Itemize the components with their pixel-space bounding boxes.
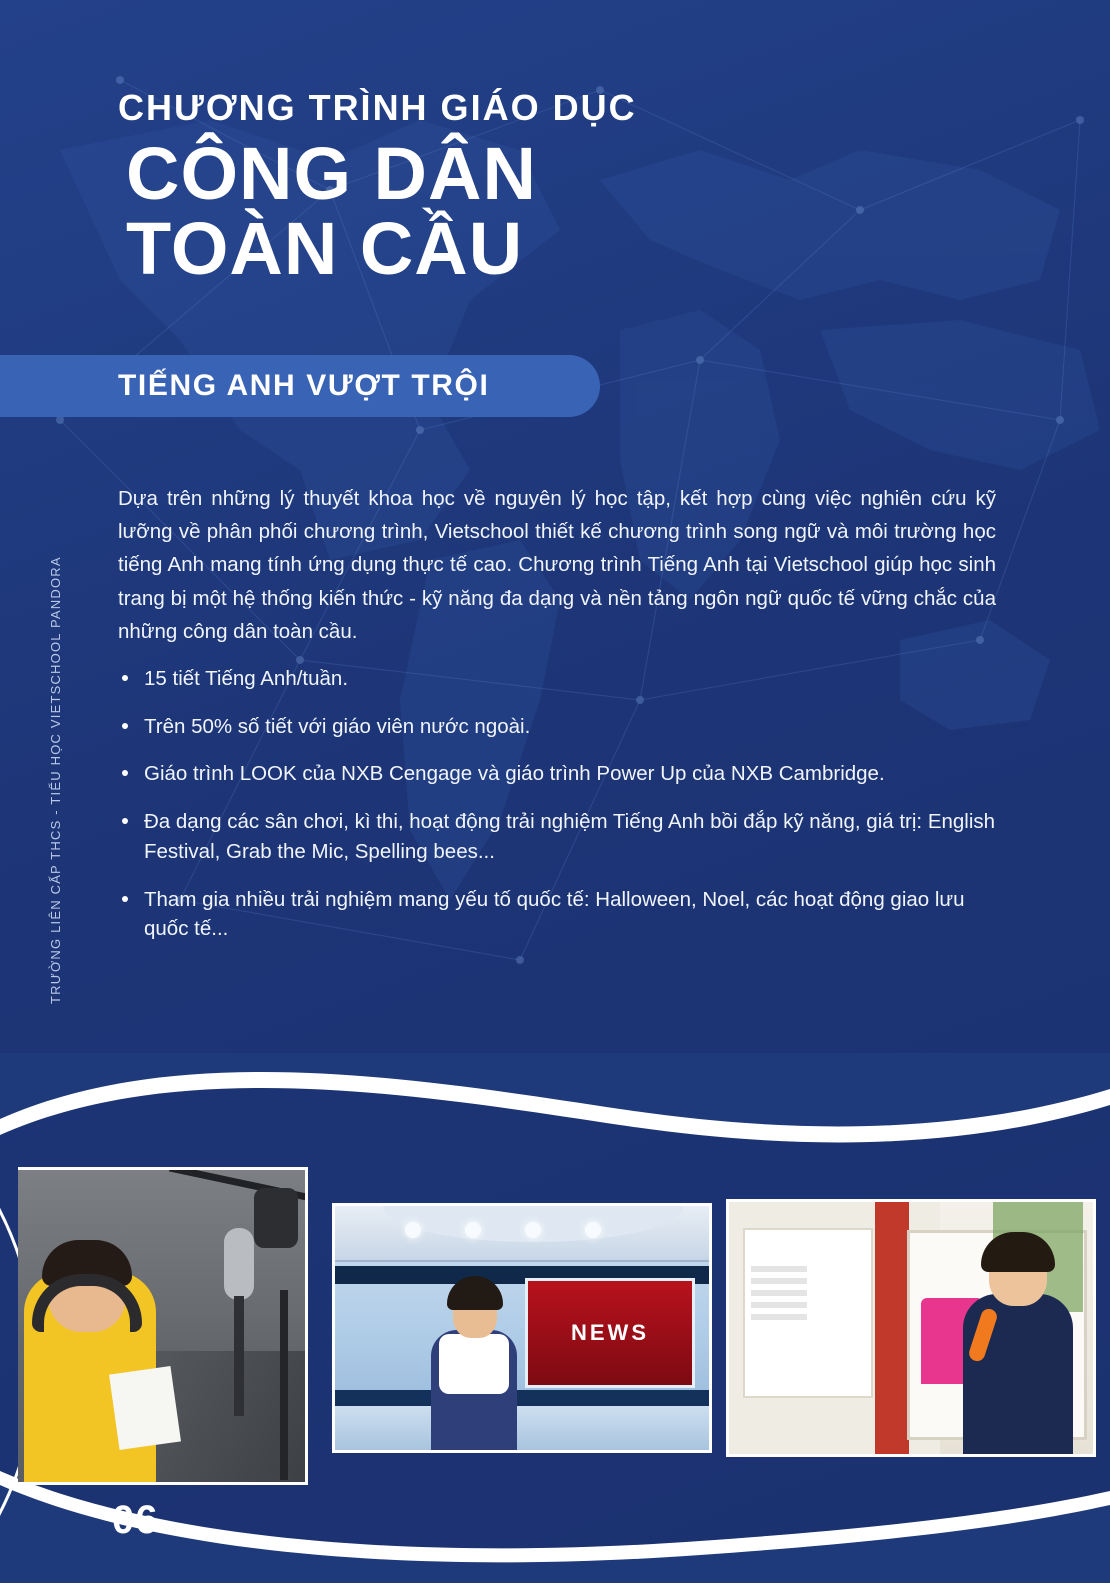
page-title [126, 131, 998, 291]
list-item: 15 tiết Tiếng Anh/tuần. [118, 664, 996, 694]
list-item: Trên 50% số tiết với giáo viên nước ngoài. [118, 712, 996, 742]
list-item: Đa dạng các sân chơi, kì thi, hoạt động trải nghiệm Tiếng Anh bồi đắp kỹ năng, giá trị: English Festival, Grab the Mic, Spelling bees... [118, 807, 996, 866]
vertical-brand-label: TRƯỜNG LIÊN CẤP THCS - TIỂU HỌC VIETSCHOOL PANDORA [48, 556, 63, 1004]
news-screen [525, 1278, 695, 1388]
page-header [118, 87, 998, 291]
section-ribbon-label: TIẾNG ANH VƯỢT TRỘI [118, 369, 490, 402]
intro-paragraph: Dựa trên những lý thuyết khoa học về nguyên lý học tập, kết hợp cùng việc nghiên cứu kỹ lưỡng về phân phối chương trình, Vietschool thiết kế chương trình song ngữ và môi trường học tiếng Anh mang tính ứng dụng thực tế cao. Chương trình Tiếng Anh tại Vietschool giúp học sinh trang bị một hệ thống kiến thức - kỹ năng đa dạng và nền tảng ngôn ngữ quốc tế vững chắc của những công dân toàn cầu. [118, 487, 996, 643]
section-ribbon [0, 355, 600, 417]
page-number: 06 [112, 1498, 159, 1542]
photo-gallery [0, 1141, 1110, 1481]
list-item: Tham gia nhiều trải nghiệm mang yếu tố quốc tế: Halloween, Noel, các hoạt động giao lưu quốc tế... [118, 885, 996, 944]
news-screen-text: NEWS [571, 1320, 649, 1345]
photo-recording-studio [18, 1167, 308, 1485]
list-item: Giáo trình LOOK của NXB Cengage và giáo trình Power Up của NXB Cambridge. [118, 759, 996, 789]
photo-news-studio [332, 1203, 712, 1453]
photo-classroom-presentation [726, 1199, 1096, 1457]
page-title-line1: CÔNG DÂN [126, 131, 537, 215]
photo-strip-area [0, 1053, 1110, 1583]
feature-list [118, 664, 996, 944]
page-title-line2: TOÀN CẦU [126, 207, 524, 291]
content-body [118, 482, 996, 962]
header-kicker: CHƯƠNG TRÌNH GIÁO DỤC [118, 87, 637, 128]
